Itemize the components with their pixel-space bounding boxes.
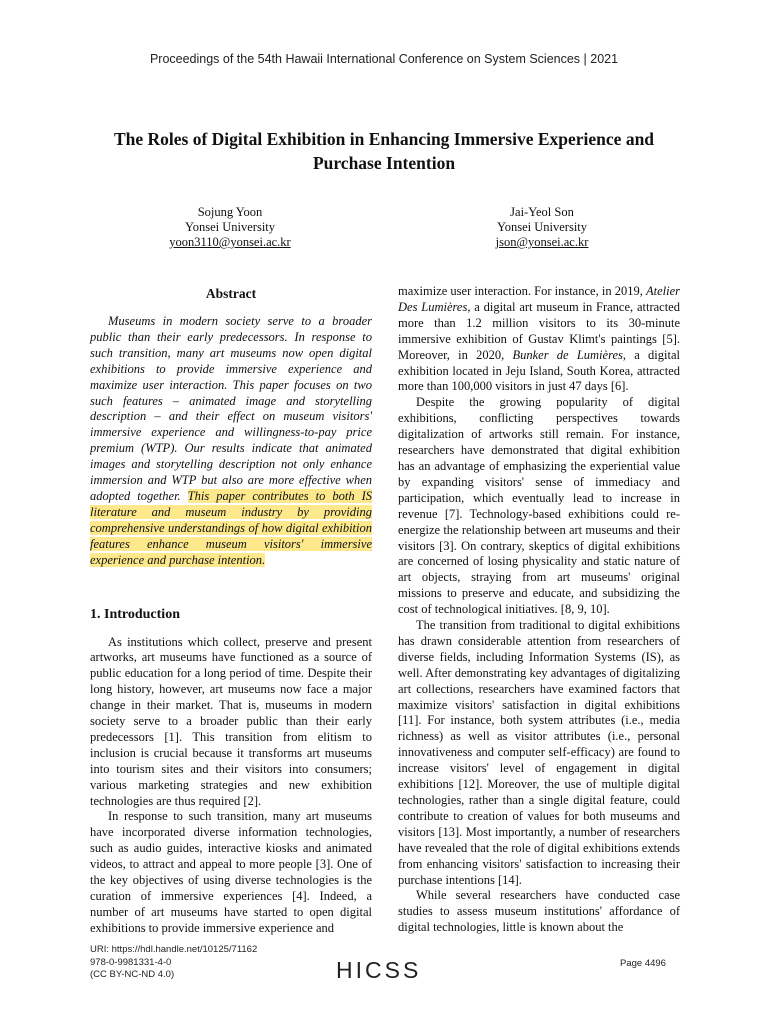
page-number: Page 4496 bbox=[620, 958, 666, 969]
paper-title: The Roles of Digital Exhibition in Enhancing Immersive Experience and Purchase Intention bbox=[113, 129, 655, 173]
left-column bbox=[90, 284, 372, 937]
hicss-logo-text: HICSS bbox=[336, 957, 422, 982]
right-paragraph-3: The transition from traditional to digital exhibitions has drawn considerable attention from researchers of diverse fields, including Information Systems (IS), as well. After demonstrating key advantages of digitalizing art collections, researchers have examined factors that maximize visitors' satisfaction in digital exhibitions [11]. For instance, both system attributes (i.e., media richness) as well as visitor attributes (i.e., personal innovativeness and computer self-efficacy) are found to increase visitors' level of engagement in digital exhibitions [12]. Moreover, the use of multiple digital technologies, rather than a single digital feature, could contribute to creation of values for both museums and visitors [13]. Most importantly, a number of researchers have revealed that the role of digital exhibitions extends from enhancing visitors' satisfaction to increasing their purchase intentions [14]. bbox=[398, 618, 680, 887]
museum-name-bunker: Bunker de Lumières bbox=[512, 347, 623, 362]
author-email-link[interactable]: yoon3110@yonsei.ac.kr bbox=[169, 235, 291, 249]
text-run: , a digital art museum in France, attracted more than 1.2 million visitors to its 30-minute immersive exhibition of Gustav Klimt's paintings [5]. Moreover, in 2020, bbox=[398, 299, 680, 362]
right-paragraph-4: While several researchers have conducted case studies to assess museum institutions' affordance of digital technologies, little is known about the bbox=[398, 888, 680, 935]
abstract-heading: Abstract bbox=[205, 286, 257, 301]
introduction-heading: 1. Introduction bbox=[90, 606, 180, 622]
author-1 bbox=[110, 205, 350, 250]
intro-paragraph-2: In response to such transition, many art museums have incorporated diverse information technologies, such as audio guides, interactive kiosks and animated videos, to attract and appeal to more people [3]. One of the key objectives of using diverse technologies is the curation of immersive experiences [4]. Indeed, a number of art museums have started to open digital exhibitions to provide immersive experience and bbox=[90, 809, 372, 935]
right-paragraph-2: Despite the growing popularity of digital exhibitions, conflicting perspectives towards digitalization of artworks still remain. For instance, researchers have demonstrated that digital exhibition has an advantage of emphasizing the experiential value by expanding visitors' sense of immediacy and participation, which eventually lead to increase in revenue [7]. Technology-based exhibitions could re-energize the relationship between art museums and their visitors [3]. On contrary, skeptics of digital exhibitions are concerned of losing physicality and static nature of art objects, straying from art museums' original missions to preserve and educate, and subsidizing the cost of technological initiatives. [8, 9, 10]. bbox=[398, 395, 680, 617]
abstract-highlight: This paper contributes to both IS literature and museum industry by providing comprehensive understandings of how digital exhibition features enhance museum visitors' immersive experience and purchase intention. bbox=[90, 488, 372, 567]
museum-name-atelier: Atelier Des Lumières bbox=[398, 284, 680, 314]
conference-header: Proceedings of the 54th Hawaii International Conference on System Sciences | 2021 bbox=[149, 52, 619, 66]
intro-paragraph-1: As institutions which collect, preserve and present artworks, art museums have functioned as a source of public education for a long period of time. Despite their long history, however, art museums now face a major change in their market. That is, museums in modern society serve to a broader public than their early predecessors [1]. This transition from elitism to inclusion is crucial because it transforms art museums into tourism sites and their visitors into consumers; various marketing strategies and new exhibition technologies are thus required [2]. bbox=[90, 634, 372, 808]
author-email-link[interactable]: json@yonsei.ac.kr bbox=[495, 235, 589, 249]
author-name: Sojung Yoon bbox=[197, 205, 263, 219]
hicss-logo-icon bbox=[336, 956, 432, 982]
abstract-text bbox=[90, 314, 372, 569]
right-column bbox=[398, 284, 680, 936]
footer-uri-link[interactable]: URI: https://hdl.handle.net/10125/71162 bbox=[90, 944, 258, 955]
author-2 bbox=[422, 205, 662, 250]
footer-info bbox=[90, 944, 257, 982]
abstract-body: Museums in modern society serve to a broader public than their early predecessors. In response to such transition, many art museums now open digital exhibitions to provide immersive experience and maximize user interaction. This paper focuses on two such features – animated image and storytelling description – and their effect on museum visitors' immersive experience and willingness-to-pay price premium (WTP). Our results indicate that animated images and storytelling description not only enhance immersion and WTP but also are more effective when adopted together. bbox=[90, 314, 372, 503]
author-affiliation: Yonsei University bbox=[496, 220, 588, 234]
text-run: maximize user interaction. For instance, in 2019, bbox=[398, 284, 646, 298]
footer-license: (CC BY-NC-ND 4.0) bbox=[90, 969, 175, 980]
author-name: Jai-Yeol Son bbox=[510, 205, 574, 219]
right-paragraph-1 bbox=[398, 284, 680, 395]
text-run: , a digital exhibition located in Jeju Island, South Korea, attracted more than 100,000 visitors in just 47 days [6]. bbox=[398, 347, 680, 394]
author-affiliation: Yonsei University bbox=[184, 220, 276, 234]
footer-isbn: 978-0-9981331-4-0 bbox=[90, 956, 172, 968]
